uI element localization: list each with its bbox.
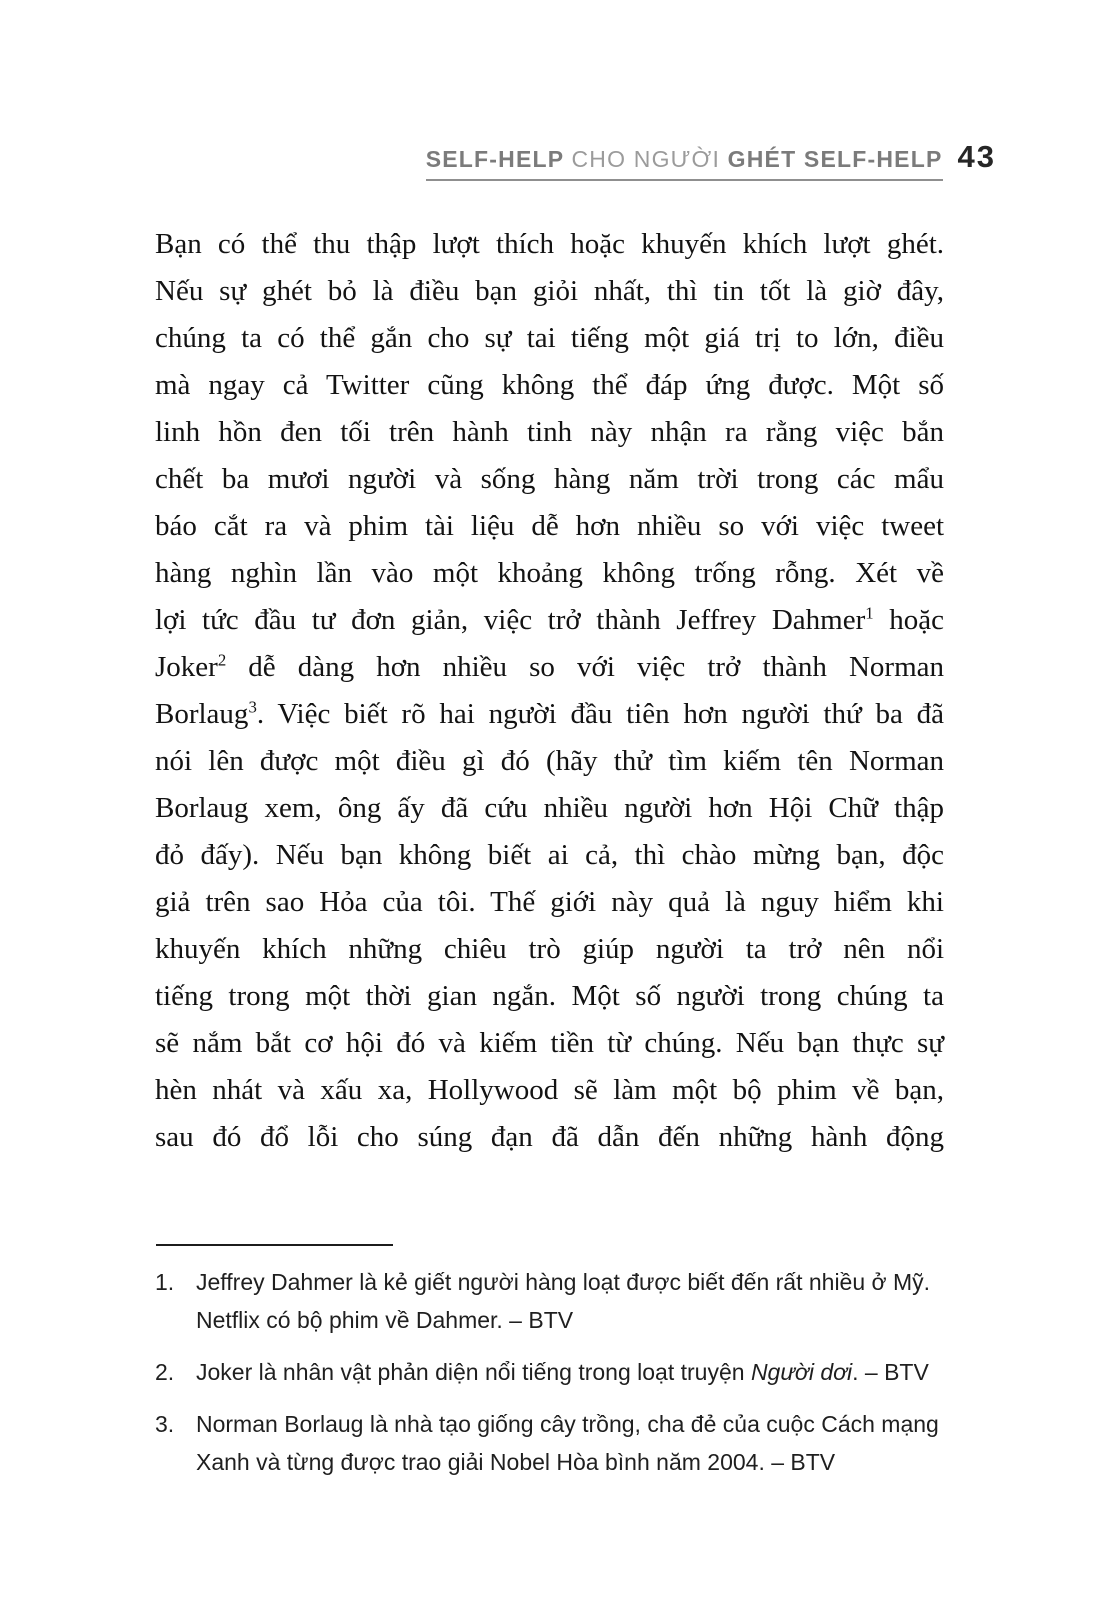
footnotes	[155, 1263, 975, 1495]
running-head	[426, 146, 943, 181]
footnote-separator	[156, 1244, 393, 1246]
body-paragraph	[155, 221, 944, 1161]
body-line: hàng nghìn lần vào một khoảng không trống rỗng. Xét về	[155, 557, 944, 589]
footnote-reference: 1	[865, 603, 874, 623]
footnote-item	[155, 1405, 975, 1481]
footnote-text: Jeffrey Dahmer là kẻ giết người hàng loạt được biết đến rất nhiều ở Mỹ. Netflix có bộ phim về Dahmer. – BTV	[196, 1269, 931, 1333]
footnote-reference: 3	[248, 697, 257, 717]
page-number: 43	[957, 139, 996, 174]
body-line: linh hồn đen tối trên hành tinh này nhận ra rằng việc bắn	[155, 416, 944, 448]
footnote-text: Norman Borlaug là nhà tạo giống cây trồng, cha đẻ của cuộc Cách mạng Xanh và từng được trao giải Nobel Hòa bình năm 2004. – BTV	[196, 1411, 939, 1475]
page-header	[426, 139, 996, 181]
body-line: chết ba mươi người và sống hàng năm trời trong các mẩu	[155, 463, 944, 495]
body-line: khuyến khích những chiêu trò giúp người ta trở nên nổi	[155, 933, 944, 965]
body-line: Borlaug$^3$. Việc biết rõ hai người đầu tiên hơn người thứ ba đã	[155, 697, 944, 730]
footnote-item	[155, 1263, 975, 1339]
body-line: đỏ đấy). Nếu bạn không biết ai cả, thì chào mừng bạn, độc	[155, 839, 944, 871]
body-line: tiếng trong một thời gian ngắn. Một số người trong chúng ta	[155, 980, 944, 1012]
running-head-regular: CHO NGƯỜI	[571, 146, 728, 172]
footnote-number: 1.	[155, 1269, 175, 1295]
running-head-bold: SELF-HELP	[425, 146, 572, 172]
body-line: sẽ nắm bắt cơ hội đó và kiếm tiền từ chúng. Nếu bạn thực sự	[155, 1027, 944, 1059]
footnote-number: 2.	[155, 1359, 175, 1385]
body-line: báo cắt ra và phim tài liệu dễ hơn nhiều so với việc tweet	[155, 510, 944, 542]
footnote-text: Joker là nhân vật phản diện nổi tiếng trong loạt truyện Người dơi. – BTV	[196, 1359, 929, 1385]
footnote-reference: 2	[217, 650, 227, 670]
body-line: giả trên sao Hỏa của tôi. Thế giới này quả là nguy hiểm khi	[155, 886, 944, 918]
body-line: Borlaug xem, ông ấy đã cứu nhiều người hơn Hội Chữ thập	[155, 792, 944, 824]
body-line: Joker$^2$ dễ dàng hơn nhiều so với việc trở thành Norman	[155, 650, 944, 683]
footnote-item	[155, 1353, 975, 1391]
running-head-bold: GHÉT SELF-HELP	[727, 146, 943, 172]
body-line: sau đó đổ lỗi cho súng đạn đã dẫn đến những hành động	[155, 1121, 944, 1153]
body-line: lợi tức đầu tư đơn giản, việc trở thành Jeffrey Dahmer$^1$ hoặc	[155, 603, 944, 636]
body-line: chúng ta có thể gắn cho sự tai tiếng một giá trị to lớn, điều	[155, 322, 944, 354]
body-line: nói lên được một điều gì đó (hãy thử tìm kiếm tên Norman	[155, 745, 944, 777]
body-line: Bạn có thể thu thập lượt thích hoặc khuyến khích lượt ghét.	[155, 228, 944, 260]
body-line: hèn nhát và xấu xa, Hollywood sẽ làm một bộ phim về bạn,	[155, 1074, 944, 1106]
body-line: mà ngay cả Twitter cũng không thể đáp ứng được. Một số	[155, 369, 944, 401]
footnote-number: 3.	[155, 1411, 175, 1437]
body-line: Nếu sự ghét bỏ là điều bạn giỏi nhất, thì tin tốt là giờ đây,	[155, 275, 944, 307]
